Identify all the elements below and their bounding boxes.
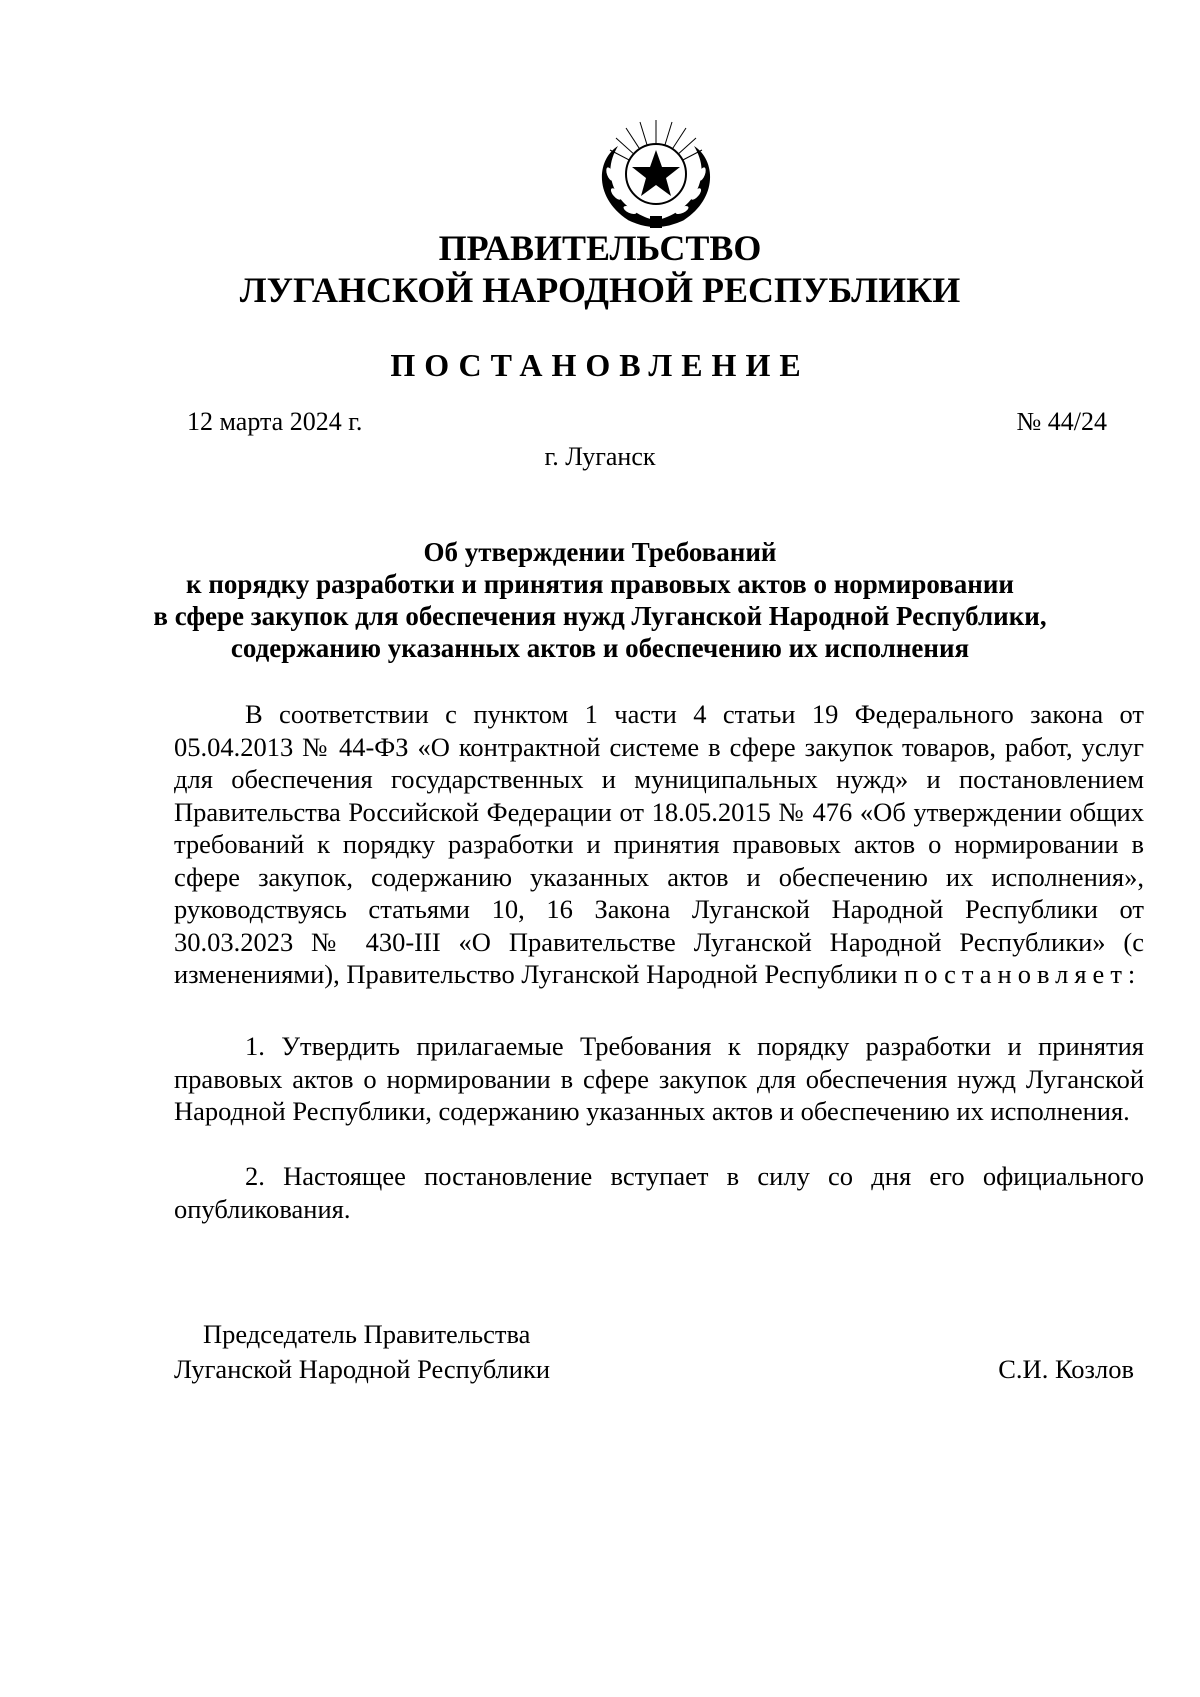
subject-line: содержанию указанных актов и обеспечению их исполнения <box>230 633 970 663</box>
document-number: № 44/24 <box>1016 407 1107 436</box>
signer-role-line1: Председатель Правительства <box>203 1319 531 1349</box>
item-1-text: 1. Утвердить прилагаемые Требования к порядку разработки и принятия правовых актов о нормировании в сфере закупок для обеспечения нужд Луганской Народной Республики, содержанию указанных актов и обеспечению их исполнения. <box>174 1031 1144 1126</box>
subject-line: в сфере закупок для обеспечения нужд Луганской Народной Республики, <box>153 601 1047 631</box>
item-2-paragraph <box>174 1160 1144 1225</box>
document-date: 12 марта 2024 г. <box>187 407 363 436</box>
signer-role-line2: Луганской Народной Республики <box>174 1354 551 1384</box>
document-city: г. Луганск <box>544 442 656 471</box>
preamble-text: В соответствии с пунктом 1 части 4 статьи 19 Федерального закона от 05.04.2013 № 44-ФЗ «О контрактной системе в сфере закупок товаров, работ, услуг для обеспечения государственных и муниципальных нужд» и постановлением Правительства Российской Федерации от 18.05.2015 № 476 «Об утверждении общих требований к порядку разработки и принятия правовых актов о нормировании в сфере закупок, содержанию указанных актов и обеспечению их исполнения», руководствуясь статьями 10, 16 Закона Луганской Народной Республики от 30.03.2023 № 430-III «О Правительстве Луганской Народной Республики» (с изменениями), Правительство Луганской Народной Республики <box>174 699 1144 989</box>
government-title-line1: ПРАВИТЕЛЬСТВО <box>438 228 762 268</box>
resolves-text: постановляет: <box>904 959 1142 989</box>
document-subject <box>60 536 1140 664</box>
signer-name: С.И. Козлов <box>998 1354 1134 1384</box>
document-type: ПОСТАНОВЛЕНИЕ <box>390 347 810 383</box>
item-2-text: 2. Настоящее постановление вступает в силу со дня его официального опубликования. <box>174 1161 1144 1224</box>
item-1-paragraph <box>174 1030 1144 1128</box>
preamble-paragraph <box>174 698 1144 991</box>
coat-of-arms-icon <box>588 116 724 232</box>
subject-line: Об утверждении Требований <box>423 537 777 567</box>
government-title-line2: ЛУГАНСКОЙ НАРОДНОЙ РЕСПУБЛИКИ <box>239 270 961 310</box>
subject-line: к порядку разработки и принятия правовых актов о нормировании <box>186 569 1014 599</box>
